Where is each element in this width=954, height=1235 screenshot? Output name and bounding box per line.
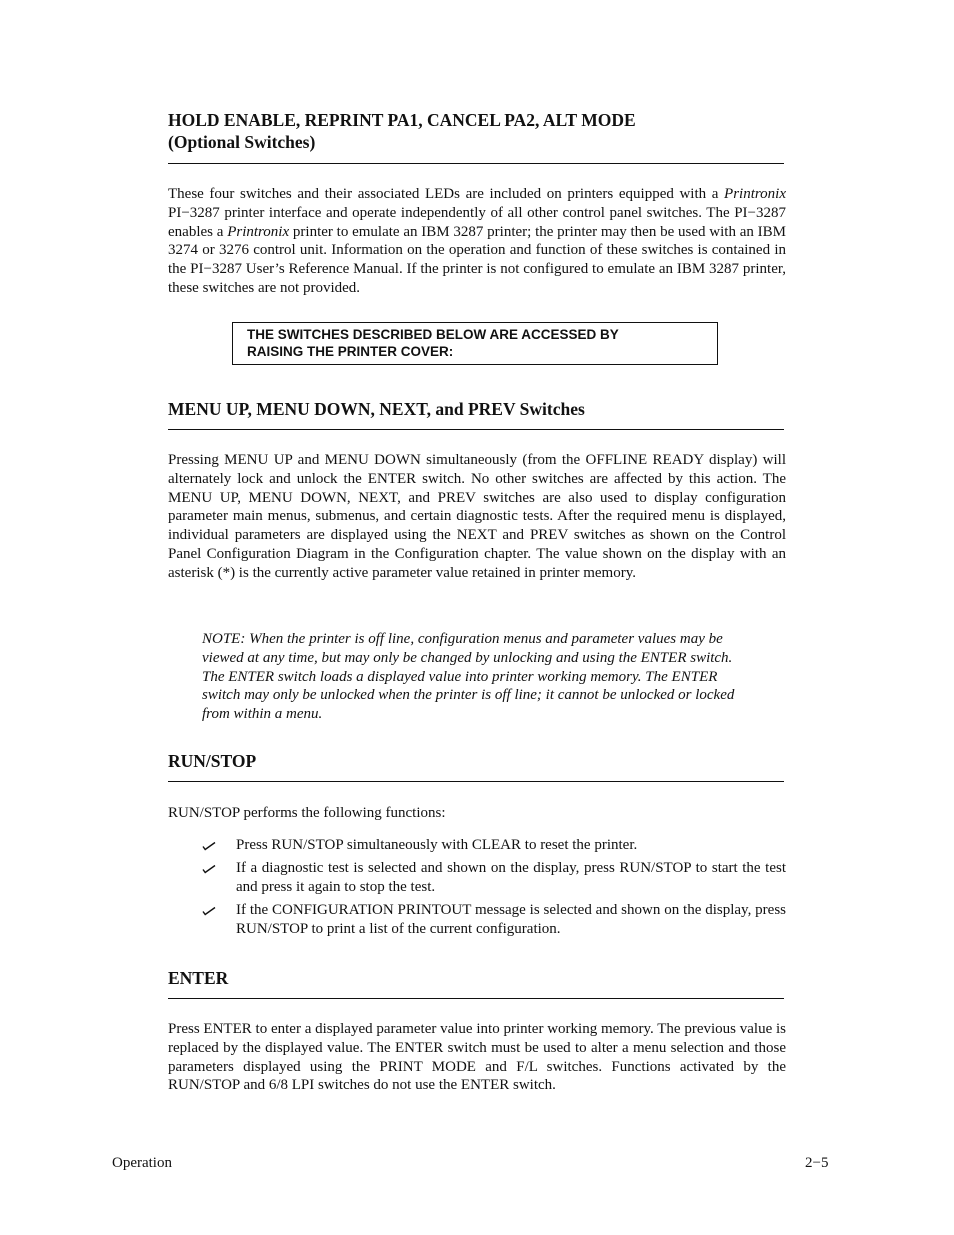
heading-line-1: HOLD ENABLE, REPRINT PA1, CANCEL PA2, ALT MODE xyxy=(168,110,636,130)
run-stop-function-list xyxy=(168,836,786,943)
section-hold-enable xyxy=(168,109,786,153)
enter-paragraph: Press ENTER to enter a displayed parameter value into printer working memory. The previous value is replaced by the displayed value. The ENTER switch must be used to alter a menu selection and those parameters displayed using the PRINT MODE and F/L switches. Functions activated by the RUN/STOP and 6/8 LPI switches do not use the ENTER switch. xyxy=(168,1021,786,1094)
hold-enable-paragraph xyxy=(168,185,786,298)
section-heading-enter: ENTER xyxy=(168,968,229,988)
section-hold-enable-body xyxy=(168,185,786,298)
section-menu-switches-body xyxy=(168,451,786,583)
run-stop-intro: RUN/STOP performs the following functions: xyxy=(168,805,446,821)
section-rule xyxy=(168,429,784,430)
section-enter xyxy=(168,967,786,989)
cover-access-callout xyxy=(232,322,718,365)
section-run-stop xyxy=(168,750,786,772)
list-item-text: Press RUN/STOP simultaneously with CLEAR to reset the printer. xyxy=(236,837,638,853)
callout-line-1: THE SWITCHES DESCRIBED BELOW ARE ACCESSED BY xyxy=(247,327,619,342)
check-mark-icon xyxy=(202,906,216,916)
list-item-text: If the CONFIGURATION PRINTOUT message is selected and shown on the display, press RUN/STOP to print a list of the current configuration. xyxy=(236,902,786,938)
run-stop-intro-block xyxy=(168,804,786,823)
list-item-text: If a diagnostic test is selected and shown on the display, press RUN/STOP to start the test and press it again to stop the test. xyxy=(236,860,786,896)
heading-line-2: (Optional Switches) xyxy=(168,132,316,152)
section-heading-menu-switches: MENU UP, MENU DOWN, NEXT, and PREV Switches xyxy=(168,399,585,419)
check-mark-icon xyxy=(202,864,216,874)
brand-name: Printronix xyxy=(227,223,290,240)
callout-line-2: RAISING THE PRINTER COVER: xyxy=(247,344,454,359)
list-item xyxy=(168,859,786,897)
menu-switches-paragraph: Pressing MENU UP and MENU DOWN simultaneously (from the OFFLINE READY display) will alternately lock and unlock the ENTER switch. No other switches are affected by this action. The MENU UP, MENU DOWN, NEXT, and PREV switches are also used to display configuration parameter main menus, submenus, and certain diagnostic tests. After the required menu is displayed, individual parameters are displayed using the NEXT and PREV switches as shown on the Control Panel Configuration Diagram in the Configuration chapter. The value shown on the display with an asterisk (*) is the currently active parameter value retained in printer memory. xyxy=(168,452,786,581)
section-rule xyxy=(168,163,784,164)
section-heading-hold-enable xyxy=(168,109,786,153)
para-text: printer to emulate an IBM 3287 printer; the printer may then be used with an IBM 3274 or 3276 control unit. Information on the operation and function of these switches is contained in the PI−3287 User’s Reference Manual. If the printer is not configured to emulate an IBM 3287 printer, these switches are not provided. xyxy=(168,223,787,296)
section-enter-body xyxy=(168,1020,786,1095)
section-menu-switches xyxy=(168,398,786,420)
para-text: PI−3287 printer interface and operate independently of all other control panel switches. The PI−3287 enables a xyxy=(168,204,786,240)
note-paragraph: NOTE: When the printer is off line, configuration menus and parameter values may be viewed at any time, but may only be changed by unlocking and using the ENTER switch. The ENTER switch loads a displayed value into printer working memory. The ENTER switch may only be unlocked when the printer is off line; it cannot be unlocked or locked from within a menu. xyxy=(202,631,735,723)
footer-page-number: 2−5 xyxy=(805,1155,829,1171)
check-mark-icon xyxy=(202,841,216,851)
brand-name: Printronix xyxy=(724,186,786,202)
section-rule xyxy=(168,781,784,782)
section-heading-run-stop: RUN/STOP xyxy=(168,751,257,771)
list-item xyxy=(168,836,786,855)
para-text: These four switches and their associated LEDs are included on printers equipped with a xyxy=(168,186,725,202)
footer-chapter-name: Operation xyxy=(112,1155,172,1171)
list-item xyxy=(168,901,786,939)
section-rule xyxy=(168,998,784,999)
